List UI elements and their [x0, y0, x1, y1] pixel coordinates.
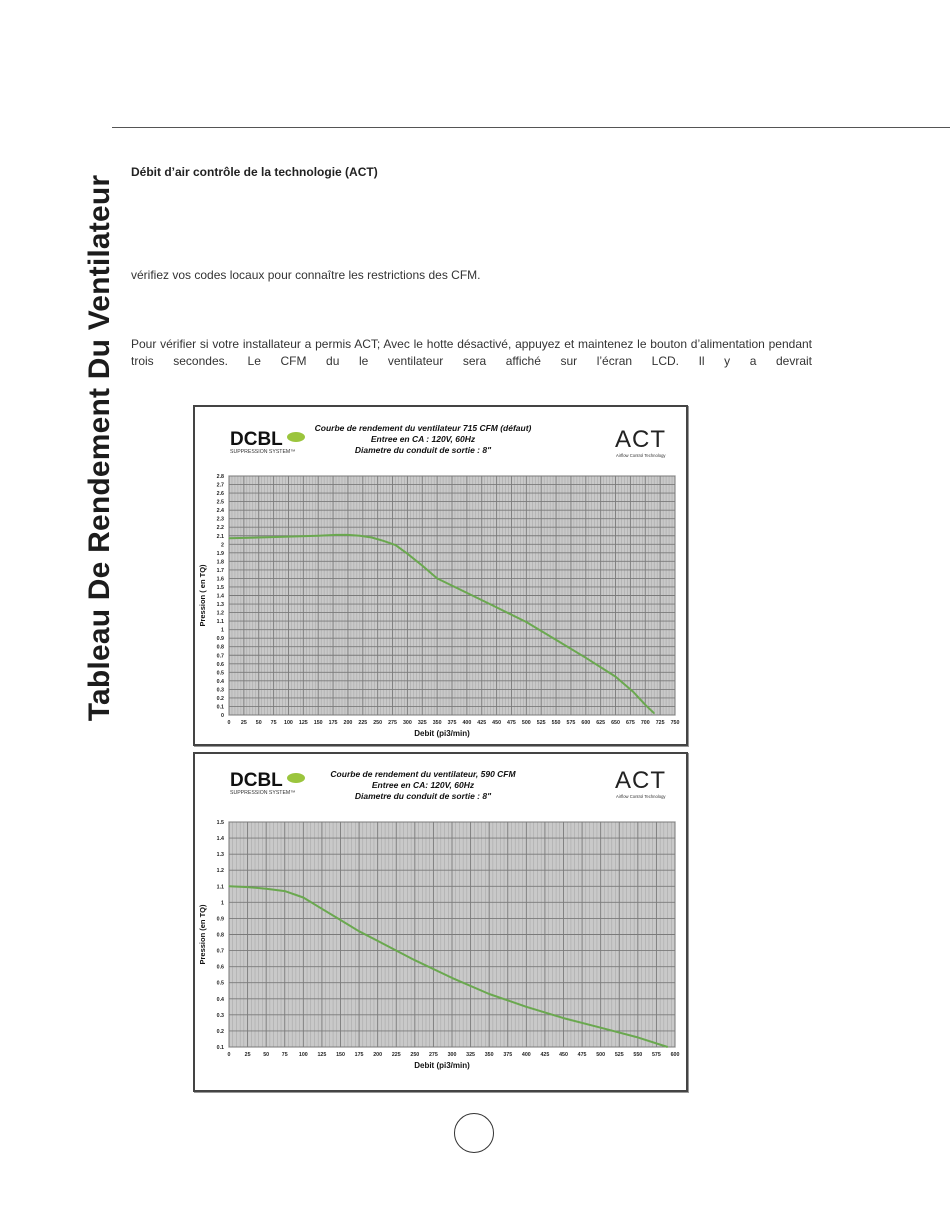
data-point: [288, 536, 289, 537]
x-tick-label: 375: [503, 1052, 513, 1058]
y-tick-label: 0.9: [216, 916, 224, 923]
paragraph-cfm-restrictions: vérifiez vos codes locaux pour connaître les restrictions des CFM.: [131, 268, 481, 282]
dcbl-logo-text: DCBL: [230, 429, 283, 450]
data-point: [266, 888, 267, 889]
act-logo-subtitle: Airflow Control Technology: [616, 794, 666, 799]
y-tick-label: 0.9: [216, 636, 224, 643]
x-tick-label: 0: [227, 720, 231, 726]
x-tick-label: 550: [633, 1052, 643, 1058]
y-tick-label: 2.8: [216, 474, 224, 480]
x-tick-label: 450: [559, 1052, 568, 1058]
data-point: [340, 919, 341, 920]
x-tick-label: 175: [328, 720, 338, 726]
x-tick-label: 125: [317, 1052, 327, 1058]
act-logo-text: ACT: [615, 426, 666, 453]
data-point: [496, 607, 497, 608]
data-point: [258, 537, 259, 538]
x-tick-label: 400: [462, 720, 472, 726]
y-tick-label: 2: [221, 542, 224, 549]
x-tick-label: 425: [540, 1052, 550, 1058]
x-tick-label: 575: [651, 1052, 661, 1058]
y-tick-label: 0.2: [216, 1028, 224, 1035]
y-tick-label: 1.1: [216, 884, 224, 891]
x-tick-label: 275: [428, 1052, 438, 1058]
x-tick-label: 150: [313, 720, 323, 726]
x-tick-label: 250: [373, 720, 383, 726]
x-tick-label: 525: [614, 1052, 624, 1058]
y-tick-label: 0.7: [216, 653, 224, 660]
data-point: [358, 931, 359, 932]
fan-curve-svg-715: [195, 407, 686, 744]
x-tick-label: 600: [581, 720, 591, 726]
y-tick-label: 1.4: [216, 593, 224, 600]
y-tick-label: 1.3: [216, 852, 224, 859]
x-tick-label: 225: [358, 720, 368, 726]
x-tick-label: 550: [551, 720, 561, 726]
data-point: [359, 535, 360, 536]
x-axis-label: Debit (pi3/min): [414, 729, 470, 738]
x-tick-label: 175: [354, 1052, 364, 1058]
data-point: [321, 908, 322, 909]
chart-title: Courbe de rendement du ventilateur 715 CFM (défaut): [314, 423, 532, 433]
x-tick-label: 100: [284, 720, 293, 726]
y-tick-label: 0.5: [216, 980, 224, 987]
y-tick-label: 0.6: [216, 661, 224, 668]
fan-curve-svg-590: [195, 754, 686, 1090]
section-heading: Débit d’air contrôle de la technologie (ACT): [131, 165, 378, 179]
x-tick-label: 525: [536, 720, 546, 726]
y-tick-label: 0.5: [216, 670, 224, 677]
data-point: [247, 886, 248, 887]
x-tick-label: 50: [255, 720, 262, 726]
y-tick-label: 2.5: [216, 499, 224, 506]
data-point: [228, 886, 229, 887]
act-logo-subtitle: Airflow Control Technology: [616, 453, 666, 458]
x-tick-label: 50: [263, 1052, 270, 1058]
x-tick-label: 100: [298, 1052, 308, 1058]
grid-lines: [229, 822, 675, 1047]
y-tick-label: 2.1: [216, 533, 224, 540]
y-tick-label: 1.5: [216, 820, 224, 826]
x-tick-label: 375: [447, 720, 457, 726]
data-point: [563, 1017, 564, 1018]
x-tick-label: 275: [388, 720, 397, 726]
x-tick-label: 75: [270, 720, 277, 726]
y-tick-label: 0.4: [216, 996, 224, 1003]
y-tick-label: 1.5: [216, 584, 224, 591]
paragraph-verify-act: Pour vérifier si votre installateur a permis ACT; Avec le hotte désactivé, appuyez et maintenez le bouton d’alimentation pendant trois secondes. Le CFM du le ventilateur sera affiché sur l’écran LCD. Il y a devrait: [131, 337, 812, 368]
x-tick-label: 325: [417, 720, 427, 726]
x-tick-label: 350: [484, 1052, 494, 1058]
data-point: [555, 639, 556, 640]
data-point: [318, 535, 319, 536]
data-point: [645, 704, 646, 705]
data-point: [407, 553, 408, 554]
data-point: [667, 1046, 668, 1047]
y-tick-label: 1.4: [216, 836, 224, 843]
dcbl-logo: [230, 429, 305, 455]
dcbl-logo-text: DCBL: [230, 770, 283, 791]
x-axis-label: Debit (pi3/min): [414, 1061, 470, 1070]
data-point: [371, 537, 372, 538]
y-tick-label: 0.6: [216, 964, 224, 971]
data-point: [347, 534, 348, 535]
x-tick-label: 200: [343, 720, 353, 726]
y-tick-label: 1.6: [216, 576, 224, 583]
y-tick-label: 2.3: [216, 516, 224, 523]
x-tick-label: 450: [492, 720, 502, 726]
x-tick-label: 500: [521, 720, 531, 726]
y-tick-label: 0.8: [216, 644, 224, 651]
x-tick-label: 250: [410, 1052, 420, 1058]
y-tick-label: 1.2: [216, 610, 224, 617]
data-point: [284, 891, 285, 892]
x-tick-label: 650: [611, 720, 620, 726]
y-tick-label: 1: [221, 900, 224, 907]
x-tick-label: 750: [670, 720, 680, 726]
x-tick-label: 475: [577, 1052, 587, 1058]
x-tick-label: 325: [466, 1052, 476, 1058]
dcbl-logo: [230, 770, 305, 796]
x-tick-label: 600: [670, 1052, 680, 1058]
data-point: [383, 540, 384, 541]
data-point: [437, 578, 438, 579]
x-tick-label: 400: [521, 1052, 531, 1058]
y-tick-label: 0: [221, 713, 224, 719]
chart-subtitle-line: Entree en CA: 120V, 60Hz: [371, 780, 475, 790]
leaf-icon: [287, 432, 305, 442]
x-tick-label: 25: [240, 720, 247, 726]
x-tick-label: 200: [373, 1052, 383, 1058]
x-tick-label: 625: [596, 720, 606, 726]
header-rule: [112, 127, 950, 128]
y-tick-label: 0.4: [216, 678, 224, 685]
chart-subtitle-line: Diametre du conduit de sortie : 8": [354, 445, 492, 455]
chart-subtitle-line: Diametre du conduit de sortie : 8": [354, 791, 492, 801]
x-tick-label: 475: [507, 720, 516, 726]
y-tick-label: 2.4: [216, 508, 224, 515]
x-tick-label: 425: [477, 720, 487, 726]
y-tick-label: 0.1: [216, 704, 224, 711]
x-tick-label: 700: [640, 720, 650, 726]
y-tick-label: 1.1: [216, 619, 224, 626]
x-tick-label: 300: [402, 720, 412, 726]
x-tick-label: 300: [447, 1052, 457, 1058]
x-tick-label: 125: [298, 720, 308, 726]
data-point: [466, 592, 467, 593]
data-point: [228, 538, 229, 539]
data-point: [585, 657, 586, 658]
data-point: [526, 621, 527, 622]
y-tick-label: 0.3: [216, 687, 224, 694]
leaf-icon: [287, 773, 305, 783]
act-logo: [615, 426, 666, 458]
x-tick-label: 350: [432, 720, 442, 726]
y-tick-label: 0.7: [216, 948, 224, 955]
data-point: [414, 960, 415, 961]
data-point: [526, 1006, 527, 1007]
data-point: [615, 676, 616, 677]
y-tick-label: 2.2: [216, 525, 224, 532]
act-logo: [615, 767, 666, 799]
y-tick-label: 1.3: [216, 602, 224, 609]
y-tick-label: 0.1: [216, 1045, 224, 1051]
data-point: [600, 1027, 601, 1028]
x-tick-label: 25: [244, 1052, 251, 1058]
x-tick-label: 225: [391, 1052, 401, 1058]
dcbl-logo-subtitle: SUPPRESSION SYSTEM™: [230, 449, 296, 455]
y-axis-label: Pression ( en TQ): [198, 564, 207, 627]
data-point: [489, 993, 490, 994]
data-point: [377, 940, 378, 941]
chart-title: Courbe de rendement du ventilateur, 590 CFM: [330, 769, 516, 779]
x-tick-label: 575: [566, 720, 576, 726]
fan-curve-chart-715: [193, 405, 688, 746]
x-tick-label: 0: [227, 1052, 231, 1058]
data-point: [422, 565, 423, 566]
y-axis-label: Pression (en TQ): [198, 904, 207, 965]
data-point: [654, 713, 655, 714]
side-title: Tableau De Rendement Du Ventilateur: [83, 174, 116, 722]
data-point: [335, 534, 336, 535]
chart-subtitle-line: Entree en CA : 120V, 60Hz: [370, 434, 476, 444]
y-tick-label: 0.8: [216, 932, 224, 939]
y-tick-label: 1.7: [216, 567, 224, 574]
data-point: [637, 1037, 638, 1038]
y-tick-label: 1.8: [216, 559, 224, 566]
y-tick-label: 0.3: [216, 1012, 224, 1019]
data-point: [633, 691, 634, 692]
page-number-circle: [454, 1113, 494, 1153]
x-tick-label: 75: [281, 1052, 288, 1058]
y-tick-label: 2.7: [216, 482, 224, 489]
data-point: [451, 977, 452, 978]
y-tick-label: 0.2: [216, 695, 224, 702]
data-point: [395, 545, 396, 546]
y-tick-label: 2.6: [216, 491, 224, 498]
data-point: [303, 897, 304, 898]
act-logo-text: ACT: [615, 767, 666, 794]
fan-curve-chart-590: [193, 752, 688, 1092]
x-tick-label: 150: [336, 1052, 345, 1058]
y-tick-label: 1.2: [216, 868, 224, 875]
x-tick-label: 725: [655, 720, 665, 726]
y-tick-label: 1.9: [216, 550, 224, 557]
dcbl-logo-subtitle: SUPPRESSION SYSTEM™: [230, 790, 296, 796]
x-tick-label: 500: [596, 1052, 606, 1058]
x-tick-label: 675: [625, 720, 635, 726]
y-tick-label: 1: [221, 627, 224, 634]
